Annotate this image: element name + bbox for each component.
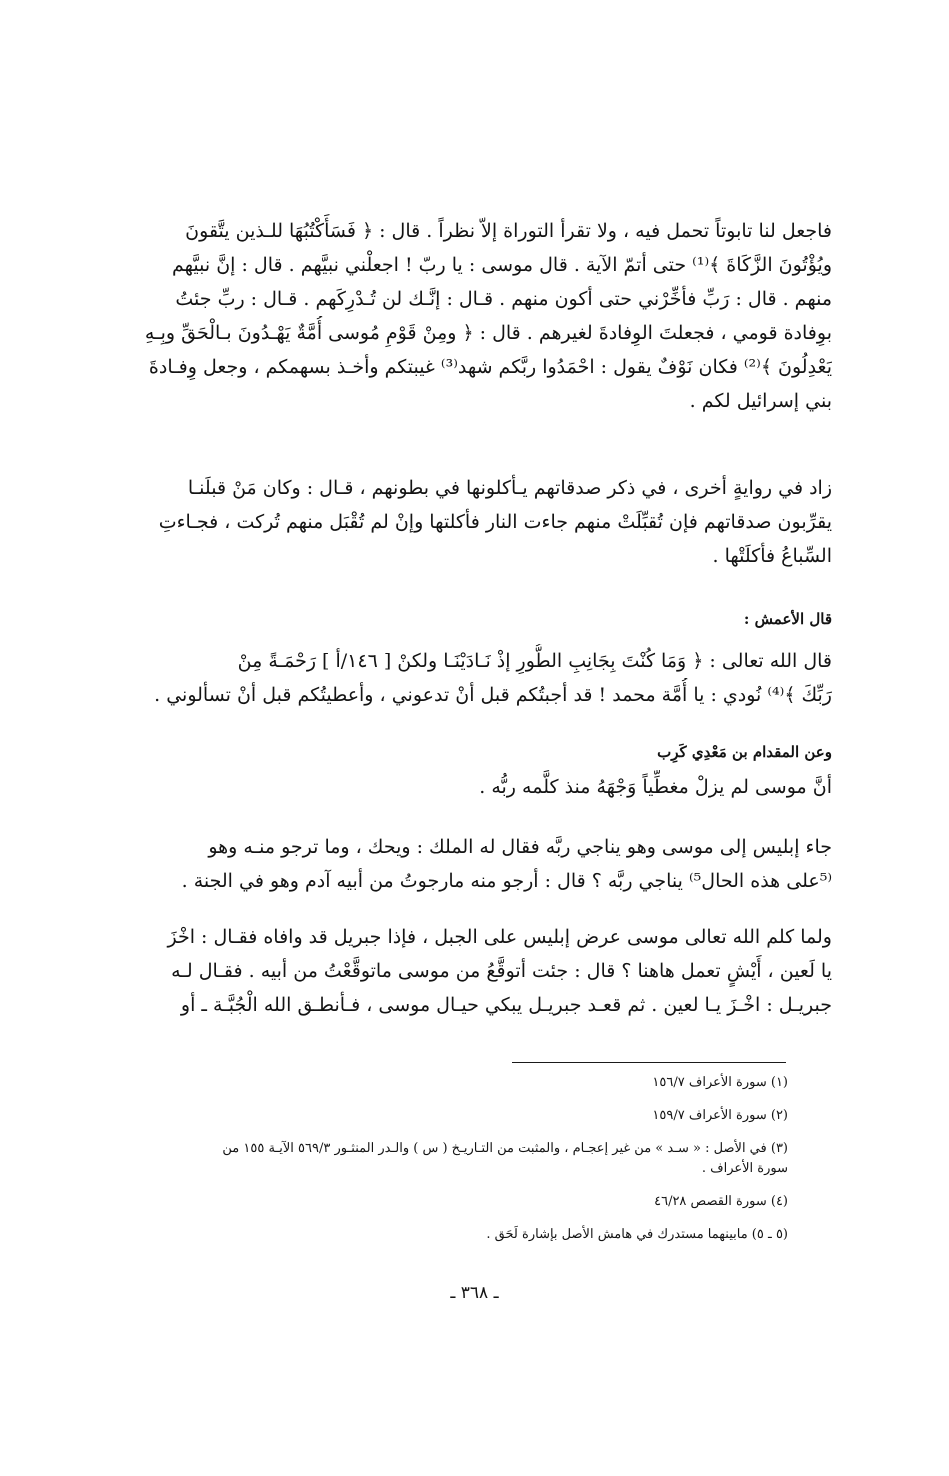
paragraph-tabut bbox=[112, 214, 832, 418]
text-line: أنَّ موسى لم يزلْ مغطِّياً وَجْهَهُ منذ كلَّمه ربُّه . bbox=[479, 776, 832, 798]
footnote-2: (٢) سورة الأعراف ١٥٩/٧ bbox=[652, 1108, 788, 1123]
text-line: زاد في روايةٍ أخرى ، في ذكر صدقاتهم يـأكلونها في بطونهم ، قـال : وكان مَنْ قبلَنـا bbox=[187, 477, 832, 499]
paragraph-jibril bbox=[112, 920, 832, 1022]
text-line: قال الله تعالى : ﴿ وَمَا كُنْتَ بِجَانِبِ الطُّورِ إذْ نَـادَيْنَـا ولكنْ [ ١٤٦/أ ] رَحْمَـةً مِنْ bbox=[237, 650, 832, 672]
section-heading-amash: قال الأعمش : bbox=[743, 610, 832, 628]
page-number: ـ ٣٦٨ ـ bbox=[450, 1283, 499, 1303]
footnote-3-line-1: (٣) في الأصل : « سـد » من غير إعجـام ، والمثبت من التـاريـخ ( س ) والـدر المنثـور ٥٦٩/٣ الآيـة ١٥٥ من bbox=[222, 1141, 788, 1156]
text-line: يقرِّبون صدقاتهم فإن تُقبِّلَتْ منهم جاءت النار فأكلتها وإنْ لم تُقْبَل منهم تُركت ، فجـاءتِ bbox=[158, 511, 832, 533]
footnote-1: (١) سورة الأعراف ١٥٦/٧ bbox=[652, 1075, 788, 1090]
text-line: رَبِّكَ ﴾⁽⁴⁾ نُودي : يا أُمَّة محمد ! قد أجبتُكم قبل أنْ تدعوني ، وأعطيتُكم قبل أنْ تسألوني . bbox=[154, 684, 832, 706]
text-line: جبريـل : اخْـزَ يـا لعين . ثم قعـد جبريـل يبكي حيـال موسى ، فـأنطـق الله الْجُبَّـة ـ أو bbox=[180, 994, 832, 1016]
text-line: ويُؤْتُونَ الزَّكَاةَ ﴾⁽¹⁾ حتى أتمّ الآية . قال موسى : يا ربّ ! اجعلْني نبيَّهم . قال : إنَّ نبيَّهم bbox=[172, 254, 832, 276]
footnote-3 bbox=[112, 1139, 788, 1179]
text-line: منهم . قال : رَبِّ فأخِّرْني حتى أكون منهم . قـال : إنَّـك لن تُـدْرِكَهم . قـال : ربِّ جئتُ bbox=[175, 288, 832, 310]
text-line: ⁽⁵على هذه الحال⁵⁾ يناجي ربَّه ؟ قال : أرجو منه مارجوتُ من أبيه آدم وهو في الجنة . bbox=[181, 870, 832, 892]
footnotes bbox=[112, 1073, 788, 1258]
text-line: السِّباعُ فأكلَتْها . bbox=[712, 545, 832, 567]
paragraph-iblis bbox=[112, 830, 832, 898]
text-line: بوِفادة قومي ، فجعلتَ الوِفادةَ لغيرهم . قال : ﴿ ومِنْ قَوْمِ مُوسى أُمَّةٌ يَهْـدُونَ بـالْحَقِّ وبِـهِ bbox=[144, 322, 832, 344]
paragraph-miqdam bbox=[112, 770, 832, 804]
text-line: فاجعل لنا تابوتاً تحمل فيه ، ولا تقرأ التوراة إلاّ نظراً . قال : ﴿ فَسَأَكْتُبُهَا للـذين يتَّقونَ bbox=[185, 220, 832, 242]
footnote-separator bbox=[512, 1062, 786, 1063]
footnote-4: (٤) سورة القصص ٤٦/٢٨ bbox=[654, 1194, 788, 1209]
text-line: بني إسرائيل لكم . bbox=[689, 390, 832, 412]
text-line: ولما كلم الله تعالى موسى عرض إبليس على الجبل ، فإذا جبريل قد وافاه فقـال : اخْزَ bbox=[167, 926, 832, 948]
text-line: يَعْدِلُونَ ﴾⁽²⁾ فكان نَوْفٌ يقول : احْمَدُوا ربَّكم شهد⁽³⁾ غيبتكم وأخـذ بسهمكم ، وجعل وِفـادةَ bbox=[148, 356, 832, 378]
footnote-5: (٥ ـ ٥) مابينهما مستدرك في هامش الأصل بإشارة لَحَق . bbox=[486, 1227, 788, 1242]
paragraph-amash bbox=[112, 644, 832, 712]
footnote-3-line-2: سورة الأعراف . bbox=[701, 1161, 788, 1176]
paragraph-sadaqat bbox=[112, 471, 832, 573]
text-line: يا لَعين ، أَيْشٍ تعمل هاهنا ؟ قال : جئت أتوقَّعُ من موسى ماتوقَّعْتُ من أبيه . فقـال لـه bbox=[171, 960, 832, 982]
text-line: جاء إبليس إلى موسى وهو يناجي ربَّه فقال له الملك : ويحك ، وما ترجو منـه وهو bbox=[208, 836, 832, 858]
section-heading-miqdam: وعن المقدام بن مَعْدِي كَرِب bbox=[657, 743, 832, 761]
